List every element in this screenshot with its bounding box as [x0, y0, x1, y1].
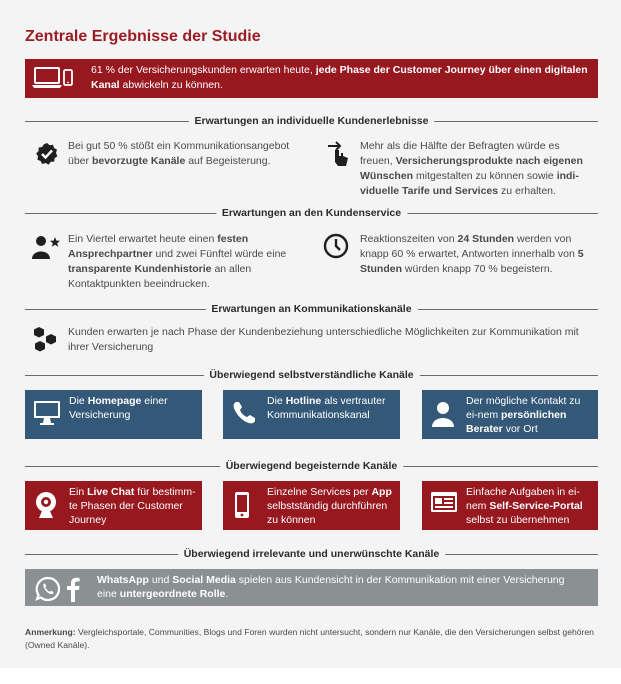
phone-icon: [231, 400, 257, 430]
section-header: Überwiegend selbstverständliche Kanäle: [25, 368, 598, 382]
channel-card-live-chat: Ein Live Chat für bestimm-te Phasen der Customer Journey: [25, 481, 202, 530]
section-header: Erwartungen an den Kundenservice: [25, 206, 598, 220]
section-header: Überwiegend begeisternde Kanäle: [25, 459, 598, 473]
whatsapp-icon: [35, 576, 61, 606]
page-title: Zentrale Ergebnisse der Studie: [25, 28, 261, 45]
laptop-phone-icon: [31, 66, 73, 95]
finding-response-time: Reaktionszeiten von 24 Stunden werden von knapp 60 % erwartet, Antworten innerhalb von 5 Stunden würden knapp 70 % begeistern.: [360, 233, 584, 275]
channel-card-advisor: Der mögliche Kontakt zu ei-nem persönlichen Berater vor Ort: [422, 390, 598, 439]
hero-banner: [25, 59, 598, 98]
webcam-icon: [33, 491, 59, 523]
hero-text: 61 % der Versicherungskunden erwarten heute, jede Phase der Customer Journey über einen digitalen Kanal abwickeln zu können.: [91, 64, 588, 91]
person-icon: [430, 400, 456, 432]
finding-preferred-channels: Bei gut 50 % stößt ein Kommunikationsangebot über bevorzugte Kanäle auf Begeisterung.: [68, 140, 290, 167]
channel-card-app: Einzelne Services per App selbstständig durchführen zu können: [223, 481, 400, 530]
person-star-icon: [32, 234, 62, 265]
monitor-icon: [33, 400, 61, 430]
section-header: Erwartungen an individuelle Kundenerlebnisse: [25, 114, 598, 128]
facebook-icon: [65, 576, 81, 606]
portal-window-icon: [430, 491, 458, 519]
channel-card-homepage: Die Homepage einer Versicherung: [25, 390, 202, 439]
clock-icon: [323, 233, 349, 264]
touch-swipe-icon: [326, 140, 350, 173]
finding-individual-products: Mehr als die Hälfte der Befragten würde es freuen, Versicherungsprodukte nach eigenen Wünschen mitgestalten zu können sowie indi-viduelle Tarife und Services zu erhalten.: [360, 140, 583, 197]
channel-card-irrelevant: WhatsApp und Social Media spielen aus Kundensicht in der Kommunikation mit einer Versicherung eine untergeordnete Rolle.: [25, 569, 598, 606]
footnote: Anmerkung: Vergleichsportale, Communities, Blogs und Foren wurden nicht untersucht, sondern nur Kanäle, die den Versicherungen selbst gehören (Owned Kanäle).: [25, 627, 594, 650]
check-badge-icon: [35, 142, 59, 171]
hexagons-icon: [32, 326, 60, 359]
channel-card-self-service-portal: Einfache Aufgaben in ei-nem Self-Service-Portal selbst zu übernehmen: [422, 481, 598, 530]
smartphone-icon: [231, 491, 253, 523]
channel-card-hotline: Die Hotline als vertrauter Kommunikationskanal: [223, 390, 400, 439]
section-header: Erwartungen an Kommunikationskanäle: [25, 302, 598, 316]
finding-contact-person: Ein Viertel erwartet heute einen festen Ansprechpartner und zwei Fünftel würde eine transparente Kundenhistorie an allen Kontaktpunkten beeindrucken.: [68, 233, 287, 290]
finding-channel-expectations: Kunden erwarten je nach Phase der Kundenbeziehung unterschiedliche Möglichkeiten zur Kommunikation mit ihrer Versicherung: [68, 326, 579, 353]
section-header: Überwiegend irrelevante und unerwünschte Kanäle: [25, 547, 598, 561]
